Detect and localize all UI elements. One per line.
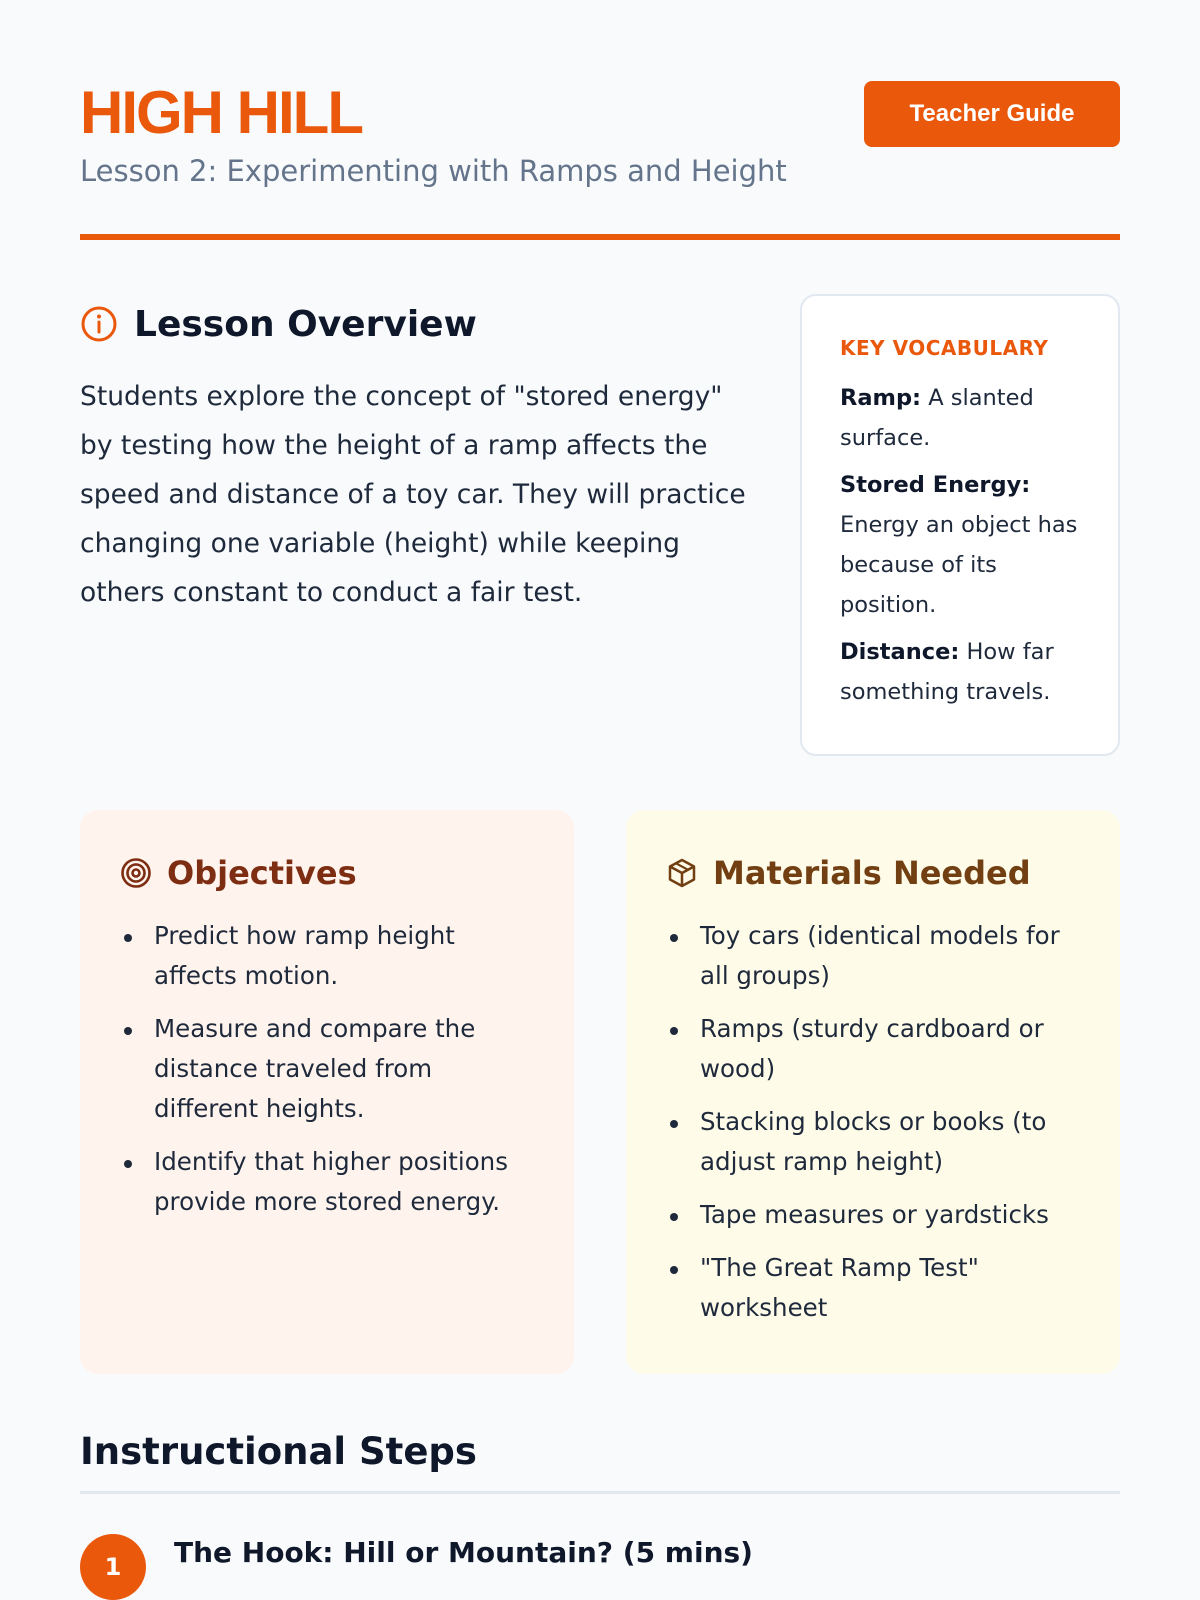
teacher-guide-button[interactable]: Teacher Guide xyxy=(864,81,1120,147)
step-title: The Hook: Hill or Mountain? (5 mins) xyxy=(174,1536,753,1569)
overview-section xyxy=(80,294,1120,756)
material-item: Toy cars (identical models for all groups) xyxy=(666,916,1080,996)
objectives-heading xyxy=(120,848,534,898)
overview-text: Students explore the concept of "stored energy" by testing how the height of a ramp affects the speed and distance of a toy car. They will practice changing one variable (height) while keeping others constant to conduct a fair test. xyxy=(80,381,746,608)
objectives-list xyxy=(120,916,534,1222)
objectives-title: Objectives xyxy=(167,854,357,892)
material-item: Stacking blocks or books (to adjust ramp height) xyxy=(666,1102,1080,1182)
vocabulary-item xyxy=(840,632,1080,712)
vocabulary-definition: How far something travels. xyxy=(840,639,1054,705)
materials-heading xyxy=(666,848,1080,898)
objective-item: Predict how ramp height affects motion. xyxy=(120,916,534,996)
brand-title: HIGH HILL xyxy=(80,79,362,146)
material-item: Ramps (sturdy cardboard or wood) xyxy=(666,1009,1080,1089)
overview-heading xyxy=(80,294,760,354)
materials-list xyxy=(666,916,1080,1328)
lesson-cards xyxy=(80,810,1120,1374)
step-item xyxy=(80,1534,1120,1600)
materials-card xyxy=(626,810,1120,1374)
overview-title: Lesson Overview xyxy=(134,303,477,345)
info-circle-icon xyxy=(80,305,118,343)
material-item: Tape measures or yardsticks xyxy=(666,1195,1080,1235)
material-item: "The Great Ramp Test" worksheet xyxy=(666,1248,1080,1328)
materials-title: Materials Needed xyxy=(713,854,1031,892)
vocabulary-term: Ramp: xyxy=(840,385,922,411)
instructional-steps xyxy=(80,1430,1120,1600)
overview-content xyxy=(80,294,760,617)
lesson-subtitle: Lesson 2: Experimenting with Ramps and Height xyxy=(80,154,787,188)
vocabulary-item xyxy=(840,378,1080,458)
objective-item: Identify that higher positions provide more stored energy. xyxy=(120,1142,534,1222)
vocabulary-heading: KEY VOCABULARY xyxy=(840,336,1049,360)
vocabulary-item xyxy=(840,465,1080,625)
objective-item: Measure and compare the distance traveled from different heights. xyxy=(120,1009,534,1129)
steps-title: Instructional Steps xyxy=(80,1430,1120,1494)
objectives-card xyxy=(80,810,574,1374)
vocabulary-definition: A slanted surface. xyxy=(840,385,1034,451)
target-icon xyxy=(120,857,152,889)
box-icon xyxy=(666,857,698,889)
vocabulary-definition: Energy an object has because of its position. xyxy=(840,512,1078,618)
page-header xyxy=(80,0,1120,240)
vocabulary-term: Distance: xyxy=(840,639,960,665)
vocabulary-card xyxy=(800,294,1120,756)
step-number-badge: 1 xyxy=(80,1534,146,1600)
vocabulary-term: Stored Energy: xyxy=(840,472,1031,498)
